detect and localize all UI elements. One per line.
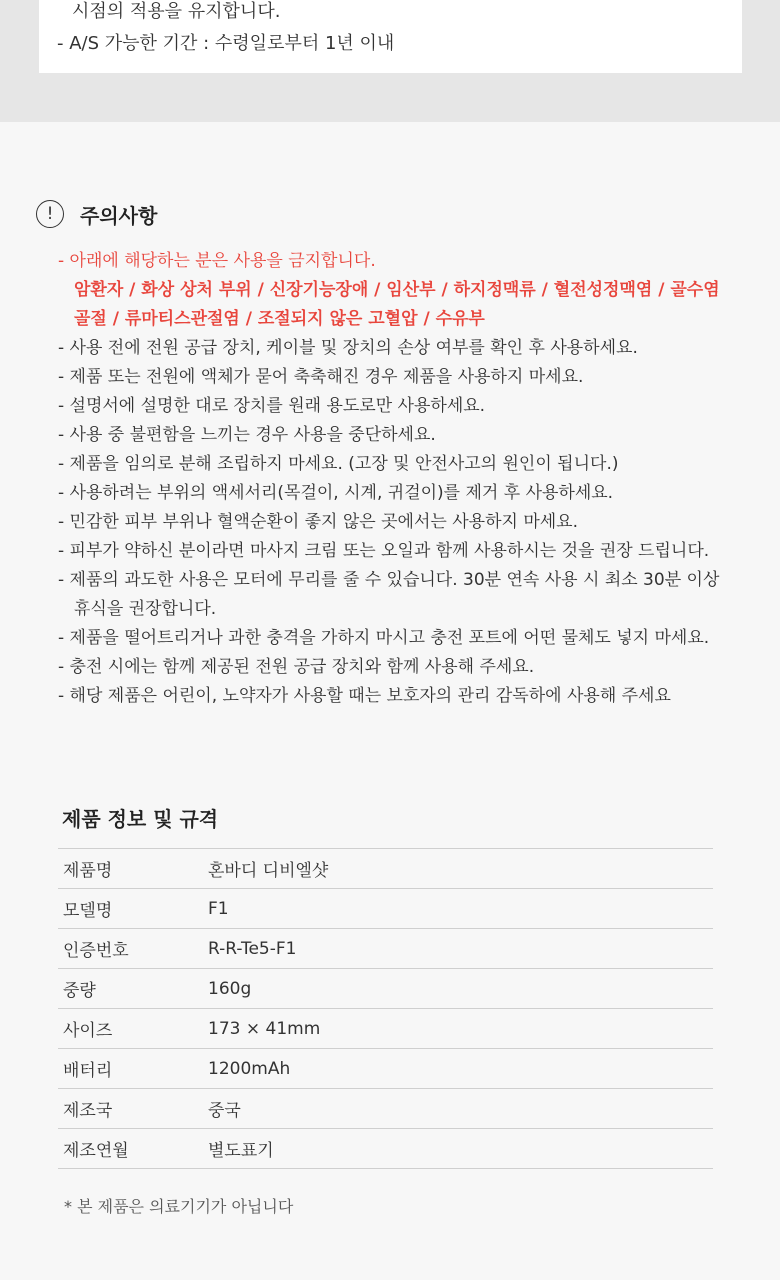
table-row <box>58 1089 713 1129</box>
spec-label: 제품명 <box>63 861 113 881</box>
warranty-line: - A/S 가능한 기간 : 수령일로부터 1년 이내 <box>57 33 395 54</box>
spec-title: 제품 정보 및 규격 <box>62 807 219 831</box>
warranty-line: 시점의 적용을 유지합니다. <box>72 1 281 22</box>
caution-item: - 사용 중 불편함을 느끼는 경우 사용을 중단하세요. <box>58 425 436 445</box>
caution-item: - 제품의 과도한 사용은 모터에 무리를 줄 수 있습니다. 30분 연속 사용 시 최소 30분 이상 <box>58 570 720 590</box>
spec-value: 별도표기 <box>208 1141 274 1161</box>
prohibited-conditions: 암환자 / 화상 상처 부위 / 신장기능장애 / 임산부 / 하지정맥류 / 혈전성정맥염 / 골수염 <box>74 280 720 300</box>
spec-value: R-R-Te5-F1 <box>208 938 297 959</box>
caution-item: - 충전 시에는 함께 제공된 전원 공급 장치와 함께 사용해 주세요. <box>58 657 535 677</box>
caution-header <box>36 198 157 230</box>
prohibited-intro: - 아래에 해당하는 분은 사용을 금지합니다. <box>58 251 376 271</box>
caution-item: - 제품을 임의로 분해 조립하지 마세요. (고장 및 안전사고의 원인이 됩니다.) <box>58 454 619 474</box>
caution-item: - 사용하려는 부위의 액세서리(목걸이, 시계, 귀걸이)를 제거 후 사용하세요. <box>58 483 614 503</box>
spec-label: 제조국 <box>63 1101 113 1121</box>
spec-label: 사이즈 <box>63 1021 113 1041</box>
caution-list <box>58 247 748 711</box>
spec-value: 160g <box>208 978 252 999</box>
caution-item: - 제품을 떨어트리거나 과한 충격을 가하지 마시고 충전 포트에 어떤 물체도 넣지 마세요. <box>58 628 710 648</box>
caution-item: - 설명서에 설명한 대로 장치를 원래 용도로만 사용하세요. <box>58 396 486 416</box>
table-row <box>58 889 713 929</box>
spec-value: 중국 <box>208 1101 241 1121</box>
table-row <box>58 1009 713 1049</box>
caution-item: - 민감한 피부 부위나 혈액순환이 좋지 않은 곳에서는 사용하지 마세요. <box>58 512 578 532</box>
spec-value: F1 <box>208 898 229 919</box>
caution-title: 주의사항 <box>80 203 158 228</box>
prohibited-conditions: 골절 / 류마티스관절염 / 조절되지 않은 고혈압 / 수유부 <box>74 309 485 329</box>
spec-value: 173 × 41mm <box>208 1018 321 1039</box>
table-row <box>58 929 713 969</box>
spec-table <box>58 848 713 1169</box>
caution-item: - 제품 또는 전원에 액체가 묻어 축축해진 경우 제품을 사용하지 마세요. <box>58 367 584 387</box>
table-row <box>58 969 713 1009</box>
spec-label: 제조연월 <box>63 1141 129 1161</box>
exclamation-circle-icon: ! <box>36 200 64 228</box>
spec-label: 중량 <box>63 981 96 1001</box>
caution-item: - 피부가 약하신 분이라면 마사지 크림 또는 오일과 함께 사용하시는 것을 권장 드립니다. <box>58 541 710 561</box>
spec-value: 혼바디 디비엘샷 <box>208 861 329 881</box>
disclaimer-note: * 본 제품은 의료기기가 아닙니다 <box>64 1197 294 1216</box>
spec-label: 모델명 <box>63 901 113 921</box>
spec-label: 배터리 <box>63 1061 113 1081</box>
caution-item-continued: 휴식을 권장합니다. <box>74 599 217 619</box>
table-row <box>58 849 713 889</box>
warranty-section <box>0 0 780 122</box>
spec-label: 인증번호 <box>63 941 129 961</box>
table-row <box>58 1129 713 1169</box>
caution-item: - 해당 제품은 어린이, 노약자가 사용할 때는 보호자의 관리 감독하에 사용해 주세요 <box>58 686 671 706</box>
caution-item: - 사용 전에 전원 공급 장치, 케이블 및 장치의 손상 여부를 확인 후 사용하세요. <box>58 338 638 358</box>
table-row <box>58 1049 713 1089</box>
warranty-card <box>39 0 742 73</box>
spec-value: 1200mAh <box>208 1058 291 1079</box>
